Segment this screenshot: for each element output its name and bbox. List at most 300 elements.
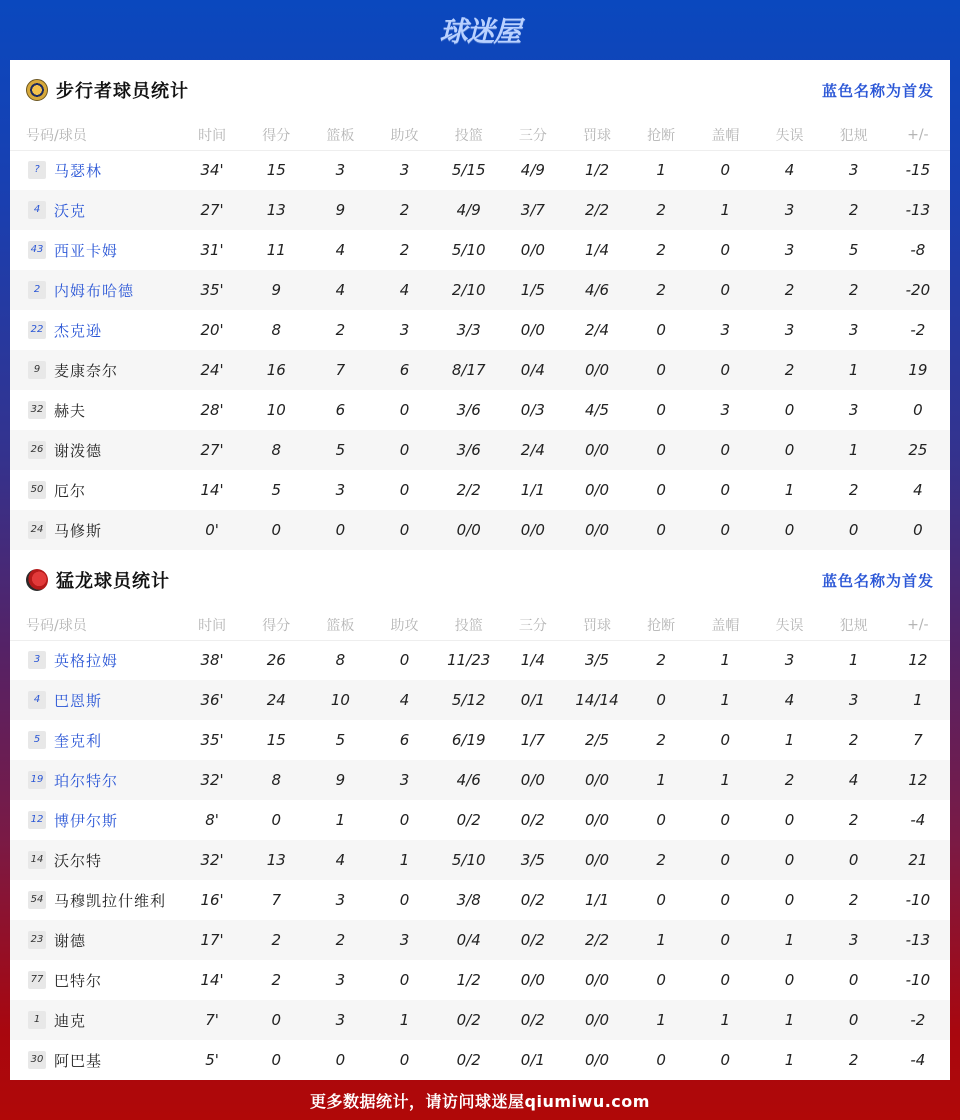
stat-cell: 21 (886, 840, 950, 880)
stat-cell: 4/9 (520, 161, 545, 180)
stat-cell: 5/10 (437, 840, 501, 880)
stat-cell: 5/12 (437, 680, 501, 720)
player-cell (10, 840, 180, 880)
stat-cell: 3 (848, 401, 859, 419)
jersey-number-badge: 50 (28, 481, 46, 499)
stat-cell: 5/15 (451, 161, 486, 180)
stat-cell: 3/5 (501, 840, 565, 880)
table-row (10, 510, 950, 550)
jersey-number-badge: 12 (28, 811, 46, 829)
stat-cell: 0 (693, 510, 757, 550)
player-cell (10, 390, 180, 430)
stat-cell: 0 (784, 811, 795, 829)
stat-cell: 1/1 (520, 481, 545, 499)
jersey-number-badge: 77 (28, 971, 46, 989)
stat-cell: 1 (757, 1000, 821, 1040)
stat-cell: 0 (629, 430, 693, 470)
stat-cell: 2/4 (501, 430, 565, 470)
player-name-link[interactable]: 巴恩斯 (54, 691, 103, 710)
column-header[interactable]: 投篮 (437, 610, 501, 640)
stat-cell: 0 (399, 811, 410, 829)
stat-cell: 3 (848, 161, 859, 180)
player-name-link[interactable]: 西亚卡姆 (54, 241, 119, 260)
stat-cell: 12 (908, 651, 928, 670)
jersey-number-badge: 14 (28, 851, 46, 869)
stat-cell: 0 (399, 971, 410, 989)
stat-cell: 0 (372, 430, 436, 470)
stat-cell: 0 (399, 1051, 410, 1069)
stat-cell: 7' (180, 1000, 244, 1040)
stat-cell: -10 (905, 891, 931, 909)
player-cell (10, 150, 180, 190)
stat-cell: 1/1 (584, 891, 610, 909)
stat-cell: -4 (910, 1051, 926, 1069)
stat-cell: 2/2 (456, 481, 481, 499)
stat-cell: 3/6 (437, 430, 501, 470)
stat-cell: 27' (180, 190, 244, 230)
stat-cell: 5 (335, 731, 346, 749)
table-header-row (10, 610, 950, 640)
stat-cell: 1 (784, 731, 795, 749)
stat-cell: 0 (693, 840, 757, 880)
stat-cell: 32' (180, 840, 244, 880)
table-row (10, 680, 950, 720)
stat-cell: 4 (308, 840, 372, 880)
stat-cell: -13 (886, 920, 950, 960)
stat-cell: 0 (656, 891, 666, 909)
stat-cell: 2 (629, 270, 693, 310)
stat-cell: 0/0 (565, 1000, 629, 1040)
stat-cell: 16 (244, 350, 308, 390)
stat-cell: 2 (244, 920, 308, 960)
stat-cell: 1 (656, 161, 666, 180)
site-logo[interactable]: 球迷屋 (439, 15, 521, 48)
stat-cell: 2 (822, 270, 886, 310)
column-header[interactable]: 三分 (501, 610, 565, 640)
player-cell (10, 760, 180, 800)
player-cell (10, 310, 180, 350)
stat-cell: 0 (308, 510, 372, 550)
stat-cell: 0/2 (437, 1000, 501, 1040)
player-name-link[interactable]: 内姆布哈德 (54, 281, 135, 300)
stat-cell: 3/8 (456, 891, 481, 909)
stat-cell: 14' (200, 971, 224, 989)
stat-cell: 25 (886, 430, 950, 470)
stat-cell: 0/0 (584, 971, 610, 989)
stat-cell: 3/5 (584, 651, 610, 670)
stat-cell: 0 (720, 811, 731, 829)
stat-cell: 2 (757, 760, 821, 800)
player-name-link[interactable]: 麦康奈尔 (54, 361, 119, 380)
stat-cell: 0 (693, 270, 757, 310)
stat-cell: 3 (822, 680, 886, 720)
stat-cell: 0 (693, 350, 757, 390)
jersey-number-badge: 22 (28, 321, 46, 339)
player-name-link[interactable]: 沃克 (54, 201, 87, 220)
stat-cell: 0 (656, 971, 666, 989)
stat-cell: 14' (200, 481, 224, 499)
stat-cell: 24 (244, 680, 308, 720)
stat-cell: 0/0 (520, 241, 545, 259)
stat-cell: 31' (200, 241, 224, 259)
stat-cell: 0 (629, 680, 693, 720)
column-header[interactable]: 篮板 (308, 120, 372, 150)
stat-cell: 2 (848, 1051, 859, 1069)
jersey-number-badge: 5 (28, 731, 46, 749)
section-header (10, 60, 950, 120)
stat-cell: 0/0 (565, 350, 629, 390)
stat-cell: 3 (335, 161, 346, 180)
column-header[interactable]: 助攻 (372, 120, 436, 150)
stat-cell: 2 (822, 190, 886, 230)
stat-cell: 0/0 (565, 840, 629, 880)
stat-cell: 0 (720, 161, 731, 180)
player-name-link[interactable]: 厄尔 (54, 481, 87, 500)
stat-cell: 1 (886, 680, 950, 720)
column-header[interactable]: 三分 (501, 120, 565, 150)
player-name-link[interactable]: 英格拉姆 (54, 651, 119, 670)
jersey-number-badge: 32 (28, 401, 46, 419)
stat-cell: 0 (822, 840, 886, 880)
stat-cell: 36' (180, 680, 244, 720)
stat-cell: 0 (720, 731, 731, 749)
section-title-wrap (26, 567, 170, 593)
stat-cell: 2 (271, 971, 281, 989)
column-header[interactable]: 犯规 (822, 120, 886, 150)
starter-legend: 蓝色名称为首发 (821, 571, 934, 590)
column-header[interactable]: 得分 (244, 610, 308, 640)
stat-cell: 28' (200, 401, 224, 419)
player-cell (10, 430, 180, 470)
stat-cell: 0 (656, 481, 666, 499)
stat-cell: 1/4 (520, 651, 545, 670)
stat-cell: 0 (244, 510, 308, 550)
stat-cell: 6 (335, 401, 346, 419)
column-header[interactable]: 助攻 (372, 610, 436, 640)
player-cell (10, 470, 180, 510)
site-header (0, 0, 960, 60)
player-cell (10, 270, 180, 310)
stat-cell: 0 (399, 401, 410, 419)
stat-cell: 14/14 (565, 680, 629, 720)
jersey-number-badge: 4 (28, 201, 46, 219)
player-name-link[interactable]: 迪克 (54, 1011, 87, 1030)
stat-cell: 0 (720, 481, 731, 499)
stat-cell: 1 (693, 190, 757, 230)
stat-cell: 2 (656, 651, 666, 670)
stat-cell: 0 (757, 840, 821, 880)
stat-cell: 1 (372, 1000, 436, 1040)
player-name-link[interactable]: 马穆凯拉什维利 (54, 891, 167, 910)
stat-cell: 5 (271, 481, 281, 499)
stat-cell: 0/2 (501, 1000, 565, 1040)
column-header[interactable]: 抢断 (629, 610, 693, 640)
player-cell (10, 920, 180, 960)
player-name-link[interactable]: 阿巴基 (54, 1051, 103, 1070)
column-header[interactable]: 盖帽 (693, 610, 757, 640)
stat-cell: 7 (271, 891, 281, 909)
stat-cell: 1 (372, 840, 436, 880)
stat-cell: 0' (180, 510, 244, 550)
stat-cell: 0/2 (456, 1051, 481, 1069)
stat-cell: 8 (244, 760, 308, 800)
stat-cell: 13 (244, 840, 308, 880)
player-cell (10, 960, 180, 1000)
stat-cell: 0/0 (565, 510, 629, 550)
stat-cell: -20 (886, 270, 950, 310)
player-stats-table (10, 120, 950, 550)
stat-cell: 1/4 (584, 241, 610, 259)
player-cell (10, 190, 180, 230)
jersey-number-badge: 1 (28, 1011, 46, 1029)
stat-cell: 0 (720, 891, 731, 909)
stat-cell: -2 (886, 1000, 950, 1040)
stat-cell: 0 (656, 1051, 666, 1069)
stat-cell: 1 (629, 1000, 693, 1040)
jersey-number-badge: 43 (28, 241, 46, 259)
stat-cell: 3 (822, 920, 886, 960)
stat-cell: 4/6 (565, 270, 629, 310)
column-header[interactable]: 得分 (244, 120, 308, 150)
player-name-link[interactable]: 博伊尔斯 (54, 811, 119, 830)
stat-cell: 0/0 (520, 321, 545, 339)
table-row (10, 430, 950, 470)
stat-cell: 1 (629, 920, 693, 960)
stat-cell: 0/0 (565, 760, 629, 800)
stat-cell: 2 (757, 270, 821, 310)
jersey-number-badge: 2 (28, 281, 46, 299)
stat-cell: 0 (757, 430, 821, 470)
stat-cell: 0/0 (565, 430, 629, 470)
column-header[interactable]: 抢断 (629, 120, 693, 150)
stat-cell: 8 (271, 321, 281, 339)
column-header[interactable]: 篮板 (308, 610, 372, 640)
stat-cell: 1/2 (456, 971, 481, 989)
player-name-link[interactable]: 赫夫 (54, 401, 87, 420)
stat-cell: 0 (271, 1051, 281, 1069)
stat-cell: 4/9 (437, 190, 501, 230)
stat-cell: 38' (200, 651, 224, 670)
stat-cell: 8/17 (437, 350, 501, 390)
footer-link[interactable]: 更多数据统计，请访问球迷屋qiumiwu.com (310, 1091, 650, 1111)
stat-cell: 0/0 (501, 760, 565, 800)
stat-cell: 1 (848, 651, 859, 670)
stat-cell: 0 (399, 481, 410, 499)
stat-cell: 0/0 (584, 481, 610, 499)
table-row (10, 840, 950, 880)
stat-cell: 8 (335, 651, 346, 670)
raptors-logo-icon (26, 569, 48, 591)
stat-cell: 0 (720, 971, 731, 989)
stat-cell: 1 (784, 481, 795, 499)
stat-cell: -2 (910, 321, 926, 339)
player-name-link[interactable]: 马修斯 (54, 521, 103, 540)
team-section (10, 550, 950, 1080)
stat-cell: 0 (913, 401, 923, 419)
stat-cell: 2 (372, 190, 436, 230)
stat-cell: 2/10 (437, 270, 501, 310)
jersey-number-badge: 3 (28, 651, 46, 669)
stat-cell: 0 (244, 1000, 308, 1040)
column-header[interactable]: 号码/球员 (10, 610, 180, 640)
table-row (10, 960, 950, 1000)
stat-cell: 10 (266, 401, 286, 419)
stat-cell: 3 (757, 190, 821, 230)
stat-cell: 0/2 (456, 811, 481, 829)
stats-panel (10, 60, 950, 1080)
column-header[interactable]: 号码/球员 (10, 120, 180, 150)
stat-cell: 0 (784, 891, 795, 909)
stat-cell: 0/1 (501, 680, 565, 720)
stat-cell: 2 (335, 321, 346, 339)
player-cell (10, 350, 180, 390)
table-row (10, 230, 950, 270)
stat-cell: 35' (180, 270, 244, 310)
stat-cell: 0 (335, 1051, 346, 1069)
stat-cell: 0 (399, 651, 410, 670)
stat-cell: 4 (335, 241, 346, 259)
stat-cell: 0/4 (501, 350, 565, 390)
player-cell (10, 230, 180, 270)
section-title: 猛龙球员统计 (56, 571, 170, 592)
column-header[interactable]: 时间 (180, 120, 244, 150)
stat-cell: 3 (848, 321, 859, 339)
stat-cell: 1 (693, 1000, 757, 1040)
table-row (10, 190, 950, 230)
table-row (10, 760, 950, 800)
stat-cell: 5 (308, 430, 372, 470)
player-name-link[interactable]: 杰克逊 (54, 321, 103, 340)
jersey-number-badge: 9 (28, 361, 46, 379)
stat-cell: 34' (200, 161, 224, 180)
stat-cell: 1 (822, 350, 886, 390)
table-row (10, 150, 950, 190)
column-header[interactable]: 罚球 (565, 120, 629, 150)
player-cell (10, 800, 180, 840)
stat-cell: 4 (372, 270, 436, 310)
stat-cell: 2 (308, 920, 372, 960)
player-name-link[interactable]: 巴特尔 (54, 971, 103, 990)
stat-cell: 3/7 (501, 190, 565, 230)
stat-cell: 0 (693, 920, 757, 960)
stat-cell: 1/2 (584, 161, 610, 180)
column-header[interactable]: +/- (886, 610, 950, 640)
jersey-number-badge: 26 (28, 441, 46, 459)
column-header[interactable]: 失误 (757, 120, 821, 150)
section-title-wrap (26, 77, 189, 103)
stat-cell: 5 (848, 241, 859, 259)
player-cell (10, 1040, 180, 1080)
stat-cell: 0 (656, 321, 666, 339)
jersey-number-badge: 23 (28, 931, 46, 949)
stat-cell: 26 (266, 651, 286, 670)
stat-cell: 0 (784, 401, 795, 419)
stat-cell: 0/4 (437, 920, 501, 960)
stat-cell: 6 (399, 731, 410, 749)
stat-cell: 24' (180, 350, 244, 390)
column-header[interactable]: 盖帽 (693, 120, 757, 150)
stat-cell: 3 (372, 760, 436, 800)
stat-cell: 3 (335, 891, 346, 909)
column-header[interactable]: 失误 (757, 610, 821, 640)
stat-cell: 1 (629, 760, 693, 800)
stat-cell: 9 (308, 760, 372, 800)
stat-cell: 1/7 (520, 731, 545, 749)
stat-cell: 0 (720, 1051, 731, 1069)
stat-cell: 8' (205, 811, 219, 829)
stat-cell: 0/0 (584, 1051, 610, 1069)
stat-cell: 6/19 (451, 731, 486, 749)
column-header[interactable]: 罚球 (565, 610, 629, 640)
stat-cell: 17' (180, 920, 244, 960)
stat-cell: -13 (886, 190, 950, 230)
table-header-row (10, 120, 950, 150)
stat-cell: 2 (656, 731, 666, 749)
stat-cell: 12 (886, 760, 950, 800)
player-name-link[interactable]: 谢德 (54, 931, 87, 950)
stat-cell: 2 (629, 840, 693, 880)
stat-cell: 1 (693, 680, 757, 720)
stat-cell: 0 (656, 401, 666, 419)
stat-cell: 11/23 (447, 651, 491, 670)
stat-cell: 0 (372, 510, 436, 550)
stat-cell: 1 (822, 430, 886, 470)
column-header[interactable]: 时间 (180, 610, 244, 640)
stat-cell: 0 (784, 971, 795, 989)
column-header[interactable]: +/- (886, 120, 950, 150)
stat-cell: 4 (913, 481, 923, 499)
player-cell (10, 680, 180, 720)
column-header[interactable]: 投篮 (437, 120, 501, 150)
stat-cell: 0 (720, 241, 731, 259)
stat-cell: 0 (757, 510, 821, 550)
stat-cell: 2 (656, 241, 666, 259)
section-header (10, 550, 950, 610)
stat-cell: 32' (180, 760, 244, 800)
player-name-link[interactable]: 奎克利 (54, 731, 103, 750)
stat-cell: 11 (266, 241, 286, 259)
stat-cell: 27' (180, 430, 244, 470)
player-name-link[interactable]: 沃尔特 (54, 851, 103, 870)
stat-cell: 1 (335, 811, 346, 829)
stat-cell: 0 (629, 510, 693, 550)
stat-cell: 2 (399, 241, 410, 259)
player-name-link[interactable]: 谢泼德 (54, 441, 103, 460)
stat-cell: 3 (372, 920, 436, 960)
column-header[interactable]: 犯规 (822, 610, 886, 640)
stat-cell: 0 (822, 510, 886, 550)
table-row (10, 270, 950, 310)
stat-cell: 4 (822, 760, 886, 800)
stat-cell: 2 (848, 811, 859, 829)
stat-cell: 2 (848, 731, 859, 749)
stat-cell: 3 (399, 161, 410, 180)
player-name-link[interactable]: 马瑟林 (54, 161, 103, 180)
player-name-link[interactable]: 珀尔特尔 (54, 771, 119, 790)
stat-cell: 7 (913, 731, 923, 749)
stat-cell: 3/6 (456, 401, 481, 419)
stat-cell: 0/2 (520, 811, 545, 829)
stat-cell: 2/5 (584, 731, 610, 749)
table-row (10, 800, 950, 840)
stat-cell: 20' (200, 321, 224, 339)
stat-cell: 3 (784, 241, 795, 259)
stat-cell: 1 (784, 1051, 795, 1069)
stat-cell: 2/2 (565, 190, 629, 230)
stat-cell: 0/2 (520, 891, 545, 909)
stat-cell: 3 (784, 651, 795, 670)
stat-cell: 0 (848, 971, 859, 989)
